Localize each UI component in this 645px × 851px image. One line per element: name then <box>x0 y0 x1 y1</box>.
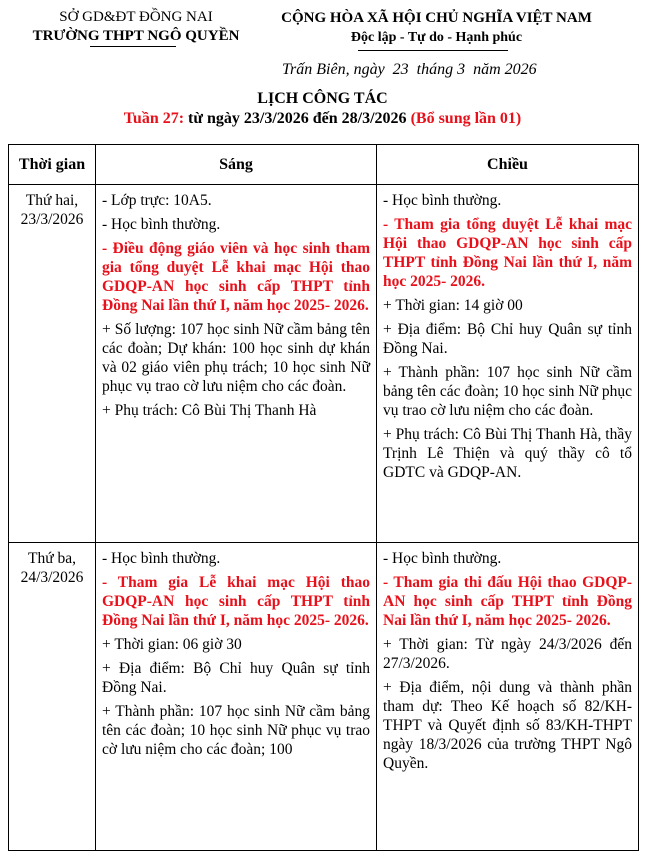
school-name: TRƯỜNG THPT NGÔ QUYỀN <box>32 28 240 44</box>
header-divider-left <box>90 46 176 47</box>
schedule-item: + Thời gian: Từ ngày 24/3/2026 đến 27/3/2026. <box>383 636 632 672</box>
schedule-item: + Địa điểm, nội dung và thành phần tham dự: Theo Kế hoạch số 82/KH-THPT và Quyết định số 83/KH-THPT ngày 18/3/2026 của trường THPT Ngô Quyền. <box>383 679 632 772</box>
table-header-row <box>9 145 639 185</box>
schedule-item: - Lớp trực: 10A5. <box>102 192 212 209</box>
afternoon-cell <box>377 543 639 851</box>
schedule-item: - Học bình thường. <box>383 550 502 567</box>
date-range: từ ngày 23/3/2026 đến 28/3/2026 <box>184 110 411 127</box>
header-morning: Sáng <box>96 145 377 185</box>
schedule-item: + Phụ trách: Cô Bùi Thị Thanh Hà, thầy Trịnh Lê Thiện và quý thầy cô tổ GDTC và GDQP-AN. <box>383 426 632 481</box>
day-name: Thứ ba, <box>28 550 76 567</box>
document-subtitle <box>0 110 645 128</box>
day-name: Thứ hai, <box>25 192 79 209</box>
table-row <box>9 543 639 851</box>
agency-name: SỞ GD&ĐT ĐỒNG NAI <box>59 9 213 25</box>
header-time: Thời gian <box>9 145 96 185</box>
morning-cell <box>96 543 377 851</box>
table-row <box>9 185 639 543</box>
schedule-item: + Thời gian: 14 giờ 00 <box>383 297 523 314</box>
schedule-item: - Học bình thường. <box>102 550 221 567</box>
schedule-item: + Thành phần: 107 học sinh Nữ cầm bảng tên các đoàn; 10 học sinh Nữ phục vụ trao cờ lưu niệm cho các đoàn. <box>383 364 632 419</box>
schedule-item: + Thời gian: 06 giờ 30 <box>102 636 242 653</box>
schedule-item: - Học bình thường. <box>383 192 502 209</box>
header-divider-right <box>358 50 508 51</box>
schedule-highlight: - Tham gia thi đấu Hội thao GDQP-AN học sinh cấp THPT tỉnh Đồng Nai lần thứ I, năm học 2025- 2026. <box>383 574 632 629</box>
time-cell <box>9 185 96 543</box>
schedule-highlight: - Điều động giáo viên và học sinh tham gia tổng duyệt Lễ khai mạc Hội thao GDQP-AN học sinh cấp THPT tỉnh Đồng Nai lần thứ I, năm học 2025- 2026. <box>102 240 370 314</box>
schedule-highlight: - Tham gia Lễ khai mạc Hội thao GDQP-AN học sinh cấp THPT tỉnh Đồng Nai lần thứ I, năm học 2025- 2026. <box>102 574 370 629</box>
schedule-item: - Học bình thường. <box>102 216 221 233</box>
nation-name: CỘNG HÒA XÃ HỘI CHỦ NGHĨA VIỆT NAM <box>281 10 592 26</box>
national-motto: Độc lập - Tự do - Hạnh phúc <box>350 30 523 45</box>
date-line: Trấn Biên, ngày 23 tháng 3 năm 2026 <box>282 61 537 78</box>
schedule-table <box>8 144 639 851</box>
schedule-highlight: - Tham gia tổng duyệt Lễ khai mạc Hội thao GDQP-AN học sinh cấp THPT tỉnh Đồng Nai lần thứ I, năm học 2025- 2026. <box>383 216 632 290</box>
schedule-item: + Địa điểm: Bộ Chỉ huy Quân sự tỉnh Đồng Nai. <box>383 321 632 357</box>
week-label: Tuần 27: <box>123 110 185 127</box>
day-date: 24/3/2026 <box>20 569 84 586</box>
day-date: 23/3/2026 <box>20 211 84 228</box>
national-title-block <box>228 8 645 48</box>
time-cell <box>9 543 96 851</box>
schedule-item: + Thành phần: 107 học sinh Nữ cầm bảng tên các đoàn; 10 học sinh Nữ phục vụ trao cờ lưu niệm cho các đoàn; 100 <box>102 703 370 758</box>
document-title: LỊCH CÔNG TÁC <box>257 90 388 107</box>
schedule-item: + Địa điểm: Bộ Chỉ huy Quân sự tỉnh Đồng Nai. <box>102 660 370 696</box>
header-afternoon: Chiều <box>377 145 639 185</box>
morning-cell <box>96 185 377 543</box>
schedule-item: + Số lượng: 107 học sinh Nữ cầm bảng tên các đoàn; Dự khán: 100 học sinh dự khán và 02 giáo viên phụ trách; 10 học sinh Nữ phục vụ trao cờ lưu niệm cho các đoàn. <box>102 321 370 395</box>
afternoon-cell <box>377 185 639 543</box>
schedule-item: + Phụ trách: Cô Bùi Thị Thanh Hà <box>102 402 317 419</box>
supplement-label: (Bổ sung lần 01) <box>410 110 522 127</box>
